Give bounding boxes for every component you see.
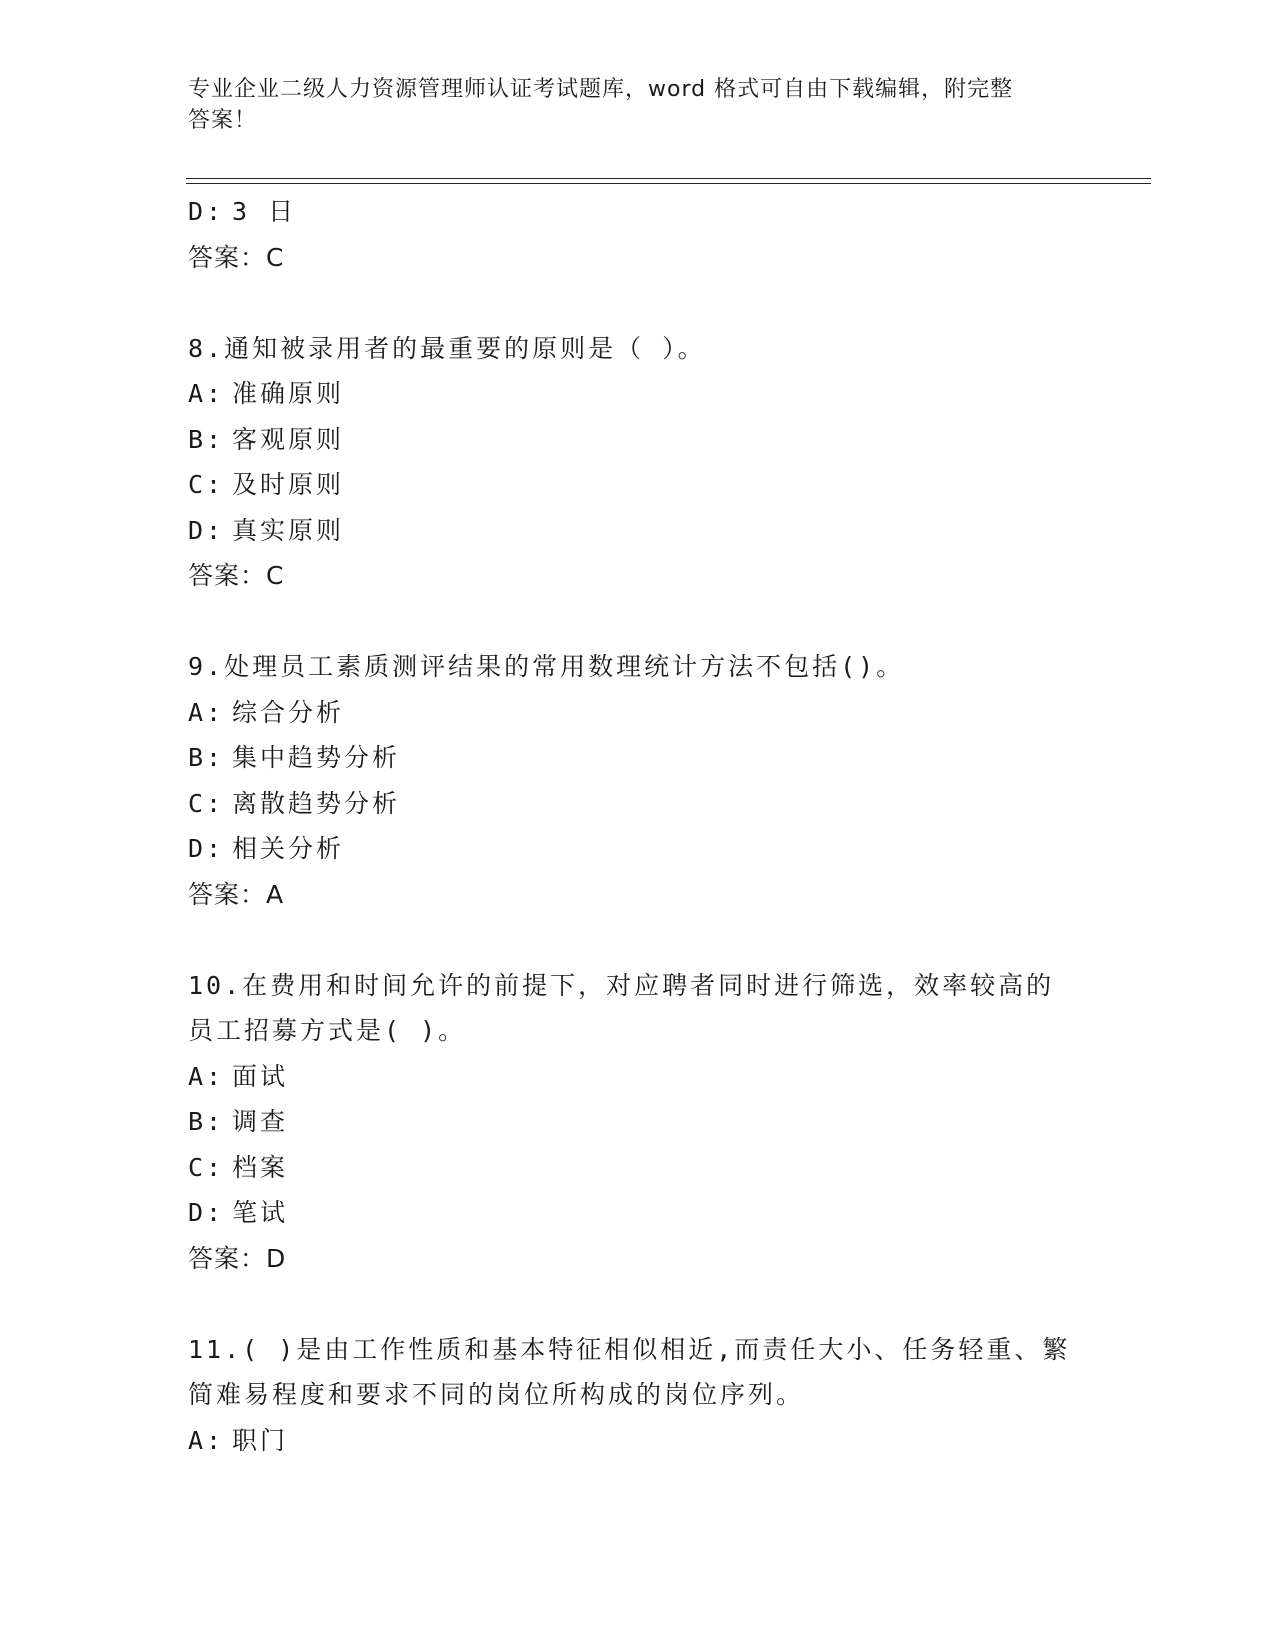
option-text: 客观原则	[232, 424, 345, 454]
question-9	[188, 644, 1088, 917]
option-d	[188, 508, 1088, 554]
option-text: 笔试	[232, 1198, 289, 1227]
option-text: 调查	[232, 1107, 289, 1136]
answer-line: 答案：C	[188, 242, 285, 272]
option-c	[188, 1145, 1088, 1191]
document-body	[188, 189, 1088, 1463]
option-text: 3 日	[232, 197, 297, 226]
header-rule-top	[186, 178, 1151, 179]
question-11	[188, 1327, 1088, 1464]
option-b	[188, 417, 1088, 463]
question-text	[188, 326, 1088, 372]
option-d	[188, 189, 1088, 235]
option-text: 面试	[232, 1061, 289, 1091]
option-text: 职门	[232, 1425, 289, 1455]
document-header	[188, 74, 1068, 136]
header-line-1: 专业企业二级人力资源管理师认证考试题库，word 格式可自由下载编辑，附完整	[188, 77, 1014, 102]
option-d	[188, 826, 1088, 872]
option-b	[188, 1099, 1088, 1145]
option-text: 准确原则	[232, 379, 345, 408]
option-label: A:	[188, 697, 225, 727]
option-c	[188, 462, 1088, 508]
option-a	[188, 690, 1088, 736]
question-line: 处理员工素质测评结果的常用数理统计方法不包括()。	[224, 652, 905, 681]
option-a	[188, 371, 1088, 417]
option-label: D:	[188, 1198, 225, 1227]
answer-line: 答案：A	[188, 879, 285, 909]
option-text: 相关分析	[232, 834, 345, 863]
option-label: B:	[188, 1107, 225, 1136]
option-label: D:	[188, 834, 225, 863]
header-rule-bottom	[186, 183, 1151, 184]
option-text: 及时原则	[232, 470, 345, 499]
header-line-2: 答案！	[188, 108, 258, 133]
question-number: 11.	[188, 1334, 243, 1364]
option-c	[188, 781, 1088, 827]
option-label: C:	[188, 470, 225, 499]
answer-line: 答案：D	[188, 1243, 287, 1273]
question-text-continued: 简难易程度和要求不同的岗位所构成的岗位序列。	[188, 1380, 805, 1409]
option-label: B:	[188, 424, 225, 454]
option-d	[188, 1190, 1088, 1236]
option-text: 离散趋势分析	[232, 788, 401, 818]
question-line: ( )是由工作性质和基本特征相似相近,而责任大小、任务轻重、繁	[242, 1334, 1071, 1364]
question-number: 8.	[188, 333, 225, 363]
question-8	[188, 326, 1088, 599]
question-text-continued: 员工招募方式是( )。	[188, 1016, 467, 1045]
option-text: 综合分析	[232, 697, 345, 727]
option-text: 集中趋势分析	[232, 743, 401, 772]
answer-line: 答案：C	[188, 561, 285, 590]
question-text	[188, 644, 1088, 690]
option-label: D:	[188, 515, 225, 545]
question-text	[188, 1327, 1088, 1373]
question-line: 通知被录用者的最重要的原则是（ ）。	[224, 333, 706, 363]
option-label: C:	[188, 1152, 225, 1182]
option-label: A:	[188, 1061, 225, 1091]
option-a	[188, 1418, 1088, 1464]
option-text: 档案	[232, 1152, 289, 1182]
option-a	[188, 1054, 1088, 1100]
option-label: C:	[188, 788, 225, 818]
option-b	[188, 735, 1088, 781]
question-number: 9.	[188, 652, 225, 681]
option-text: 真实原则	[232, 515, 345, 545]
option-label: A:	[188, 1425, 225, 1455]
question-10	[188, 963, 1088, 1282]
question-text	[188, 963, 1088, 1009]
question-line: 在费用和时间允许的前提下，对应聘者同时进行筛选，效率较高的	[242, 970, 1055, 1000]
option-label: B:	[188, 743, 225, 772]
question-number: 10.	[188, 970, 243, 1000]
option-label: A:	[188, 379, 225, 408]
option-label: D:	[188, 197, 225, 226]
